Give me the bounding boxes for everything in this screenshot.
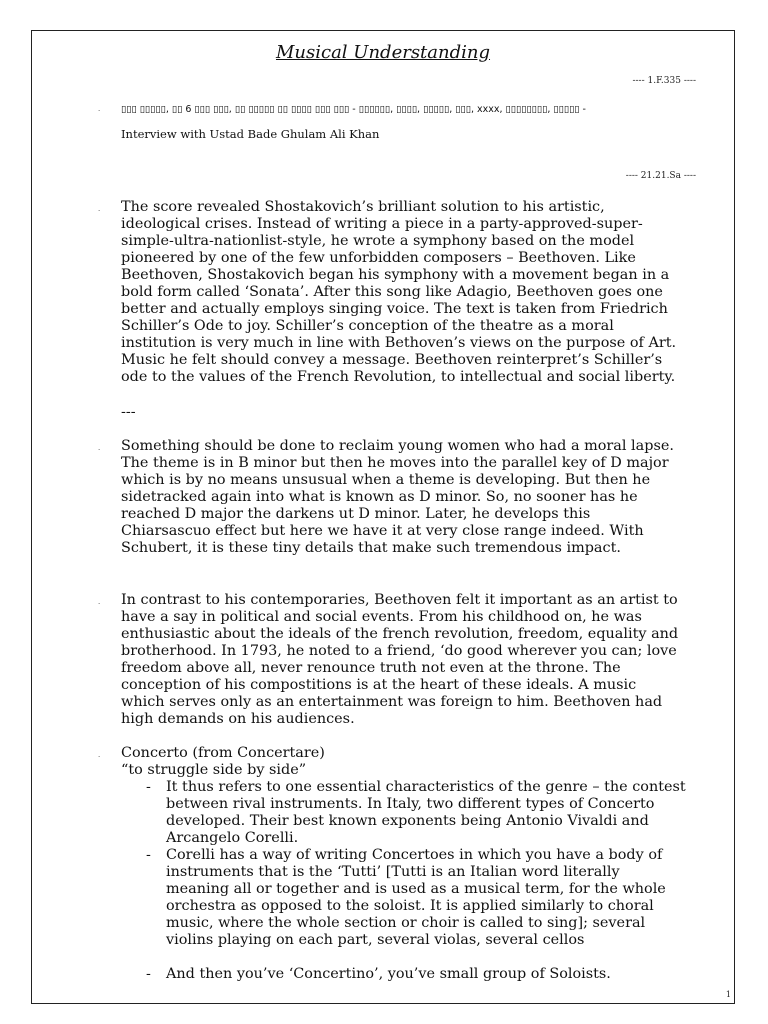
paragraph-schubert: Something should be done to reclaim young women who had a moral lapse. The theme is in B minor but then he moves into the parallel key of D major which is by no means unsusual when a theme is developing. But then he sidetracked again into what is known as D minor. So, no sooner has he reached D major the darkens ut D minor. Later, he develops this Chiarsascuo effect but here we have it at very close range indeed. With Schubert, it is these tiny details that make such tremendous impact. bbox=[121, 438, 674, 556]
dash-marker: - bbox=[146, 779, 151, 795]
reference-code-2: ---- 21.21.Sa ---- bbox=[625, 171, 696, 181]
bullet-marker: · bbox=[98, 207, 101, 215]
reference-code-1: ---- 1.F.335 ---- bbox=[632, 76, 696, 86]
page-number: 1 bbox=[725, 990, 731, 999]
concerto-item-text: And then you’ve ‘Concertino’, you’ve small group of Soloists. bbox=[166, 966, 611, 982]
bullet-marker: · bbox=[98, 600, 101, 608]
page-title: Musical Understanding bbox=[275, 42, 491, 63]
concerto-heading: Concerto (from Concertare) bbox=[121, 745, 325, 761]
concerto-item-text: It thus refers to one essential characteristics of the genre – the contest between rival instruments. In Italy, two different types of Concerto developed. Their best known exponents being Antonio Vivaldi and Arcangelo Corelli. bbox=[166, 779, 686, 846]
separator-text: --- bbox=[121, 404, 136, 420]
dash-marker: - bbox=[146, 966, 151, 982]
concerto-list-item bbox=[146, 779, 686, 847]
concerto-list-item bbox=[146, 847, 686, 949]
bullet-marker: · bbox=[98, 107, 101, 115]
bullet-marker: · bbox=[98, 446, 101, 454]
interview-caption: Interview with Ustad Bade Ghulam Ali Khan bbox=[121, 127, 380, 141]
concerto-item-text: Corelli has a way of writing Concertoes in which you have a body of instruments that is the ‘Tutti’ [Tutti is an Italian word literally meaning all or together and is used as a musical term, for the whole orchestra as opposed to the soloist. It is applied similarly to choral music, where the whole section or choir is called to sing]; several violins playing on each part, several violas, several cellos bbox=[166, 847, 666, 948]
document-page bbox=[31, 30, 735, 1004]
paragraph-shostakovich: The score revealed Shostakovich’s brilliant solution to his artistic, ideological crises. Instead of writing a piece in a party-approved-super-simple-ultra-nationlist-style, he wrote a symphony based on the model pioneered by one of the few unforbidden composers – Beethoven. Like Beethoven, Shostakovich began his symphony with a movement began in a bold form called ‘Sonata’. After this song like Adagio, Beethoven goes one better and actually employs singing voice. The text is taken from Friedrich Schiller’s Ode to joy. Schiller’s conception of the theatre as a moral institution is very much in line with Bethoven’s views on the purpose of Art. Music he felt should convey a message. Beethoven reinterpret’s Schiller’s ode to the values of the French Revolution, to intellectual and social liberty. bbox=[121, 199, 677, 385]
paragraph-beethoven: In contrast to his contemporaries, Beethoven felt it important as an artist to have a say in political and social events. From his childhood on, he was enthusiastic about the ideals of the french revolution, freedom, equality and brotherhood. In 1793, he noted to a friend, ‘do good wherever you can; love freedom above all, never renounce truth not even at the throne. The conception of his compostitions is at the heart of these ideals. A music which serves only as an entertainment was foreign to him. Beethoven had high demands on his audiences. bbox=[121, 592, 679, 727]
concerto-list-item bbox=[146, 966, 686, 983]
concerto-quote: “to struggle side by side” bbox=[121, 762, 307, 778]
hindi-text-line: ▯▯▯ ▯▯▯▯▯, ▯▯ 6 ▯▯▯ ▯▯▯, ▯▯ ▯▯▯▯▯ ▯▯ ▯▯▯▯ ▯▯▯ ▯▯▯ - ▯▯▯▯▯▯, ▯▯▯▯, ▯▯▯▯▯, ▯▯▯, xxxx, ▯▯▯▯▯▯▯▯, ▯▯▯▯▯ - bbox=[121, 104, 586, 115]
dash-marker: - bbox=[146, 847, 151, 863]
bullet-marker: · bbox=[98, 753, 101, 761]
